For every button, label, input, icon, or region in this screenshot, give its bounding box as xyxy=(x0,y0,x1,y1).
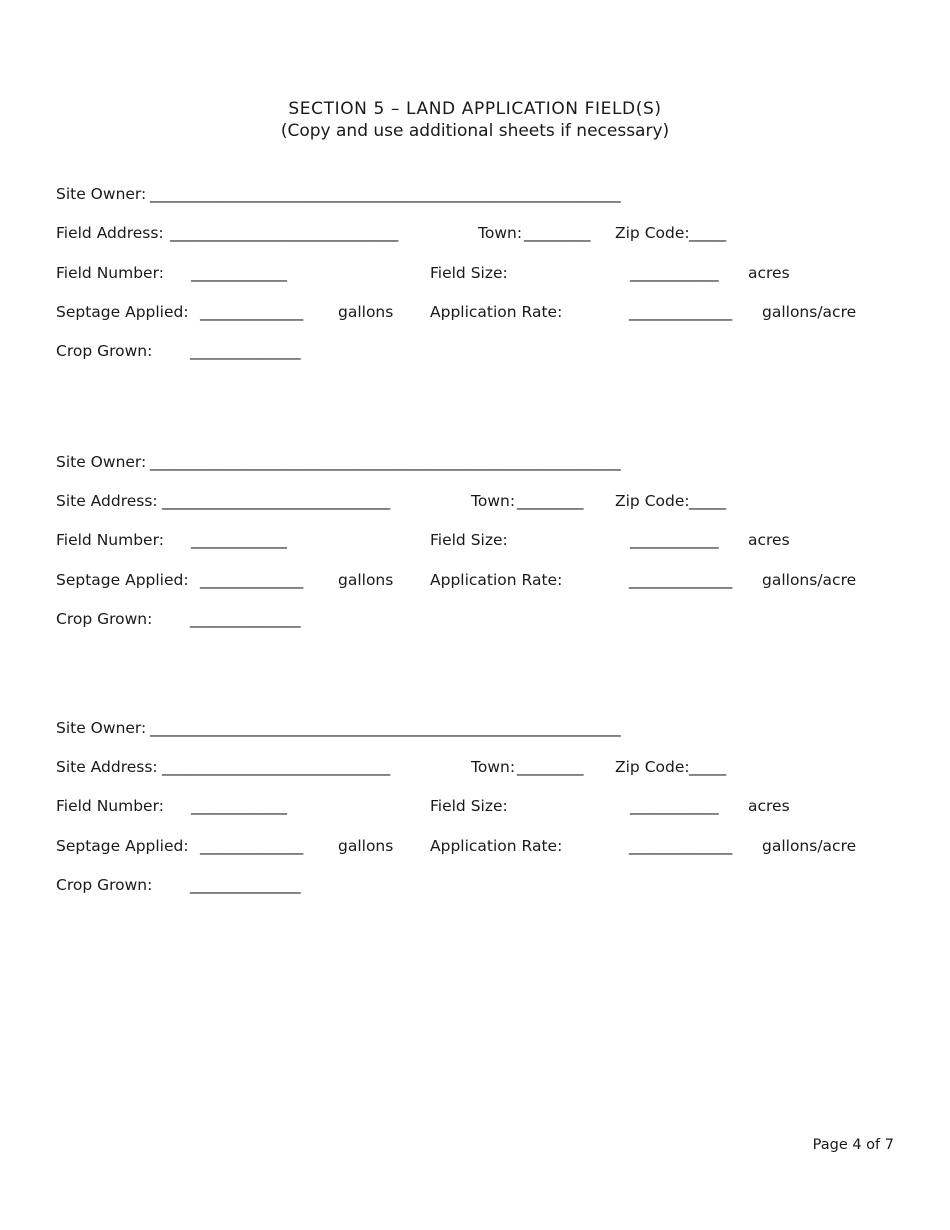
zip-label: Zip Code: xyxy=(615,492,690,510)
field-number-field[interactable]: _____________ xyxy=(191,797,287,815)
site-owner-field[interactable]: ________________________________________________________________ xyxy=(150,719,621,737)
section-title: SECTION 5 – LAND APPLICATION FIELD(S) xyxy=(288,99,662,119)
field-size-unit: acres xyxy=(748,264,790,282)
rate-label: Application Rate: xyxy=(430,837,563,855)
crop-label: Crop Grown: xyxy=(56,342,153,360)
crop-label: Crop Grown: xyxy=(56,876,153,894)
field-size-unit: acres xyxy=(748,797,790,815)
septage-unit: gallons xyxy=(338,303,394,321)
address-field[interactable]: _______________________________ xyxy=(170,224,398,242)
crop-field[interactable]: _______________ xyxy=(190,342,301,360)
address-label: Site Address: xyxy=(56,492,158,510)
address-label: Site Address: xyxy=(56,758,158,776)
field-number-field[interactable]: _____________ xyxy=(191,264,287,282)
field-number-label: Field Number: xyxy=(56,264,164,282)
address-field[interactable]: _______________________________ xyxy=(162,758,390,776)
septage-label: Septage Applied: xyxy=(56,571,189,589)
section-subtitle: (Copy and use additional sheets if necessary) xyxy=(280,121,670,141)
address-label: Field Address: xyxy=(56,224,164,242)
septage-unit: gallons xyxy=(338,837,394,855)
septage-label: Septage Applied: xyxy=(56,303,189,321)
rate-label: Application Rate: xyxy=(430,571,563,589)
crop-field[interactable]: _______________ xyxy=(190,610,301,628)
site-owner-field[interactable]: ________________________________________________________________ xyxy=(150,453,621,471)
crop-field[interactable]: _______________ xyxy=(190,876,301,894)
town-field[interactable]: _________ xyxy=(517,492,584,510)
page-number: Page 4 of 7 xyxy=(812,1137,894,1153)
rate-field[interactable]: ______________ xyxy=(629,837,732,855)
septage-field[interactable]: ______________ xyxy=(200,571,303,589)
rate-field[interactable]: ______________ xyxy=(629,303,732,321)
field-size-label: Field Size: xyxy=(430,264,508,282)
town-field[interactable]: _________ xyxy=(517,758,584,776)
zip-field[interactable]: _____ xyxy=(689,758,726,776)
town-label: Town: xyxy=(471,492,516,510)
crop-label: Crop Grown: xyxy=(56,610,153,628)
address-field[interactable]: _______________________________ xyxy=(162,492,390,510)
septage-unit: gallons xyxy=(338,571,394,589)
rate-unit: gallons/acre xyxy=(762,303,857,321)
rate-unit: gallons/acre xyxy=(762,837,857,855)
zip-label: Zip Code: xyxy=(615,224,690,242)
site-owner-label: Site Owner: xyxy=(56,453,147,471)
site-owner-field[interactable]: ________________________________________________________________ xyxy=(150,185,621,203)
field-number-label: Field Number: xyxy=(56,797,164,815)
rate-unit: gallons/acre xyxy=(762,571,857,589)
rate-label: Application Rate: xyxy=(430,303,563,321)
zip-label: Zip Code: xyxy=(615,758,690,776)
zip-field[interactable]: _____ xyxy=(689,224,726,242)
field-size-field[interactable]: ____________ xyxy=(630,264,719,282)
field-number-field[interactable]: _____________ xyxy=(191,531,287,549)
town-field[interactable]: _________ xyxy=(524,224,591,242)
rate-field[interactable]: ______________ xyxy=(629,571,732,589)
field-size-unit: acres xyxy=(748,531,790,549)
town-label: Town: xyxy=(471,758,516,776)
field-size-label: Field Size: xyxy=(430,531,508,549)
septage-field[interactable]: ______________ xyxy=(200,837,303,855)
town-label: Town: xyxy=(478,224,523,242)
site-owner-label: Site Owner: xyxy=(56,719,147,737)
field-size-field[interactable]: ____________ xyxy=(630,531,719,549)
septage-label: Septage Applied: xyxy=(56,837,189,855)
zip-field[interactable]: _____ xyxy=(689,492,726,510)
page-header xyxy=(0,98,950,142)
field-size-label: Field Size: xyxy=(430,797,508,815)
field-size-field[interactable]: ____________ xyxy=(630,797,719,815)
septage-field[interactable]: ______________ xyxy=(200,303,303,321)
field-number-label: Field Number: xyxy=(56,531,164,549)
site-owner-label: Site Owner: xyxy=(56,185,147,203)
